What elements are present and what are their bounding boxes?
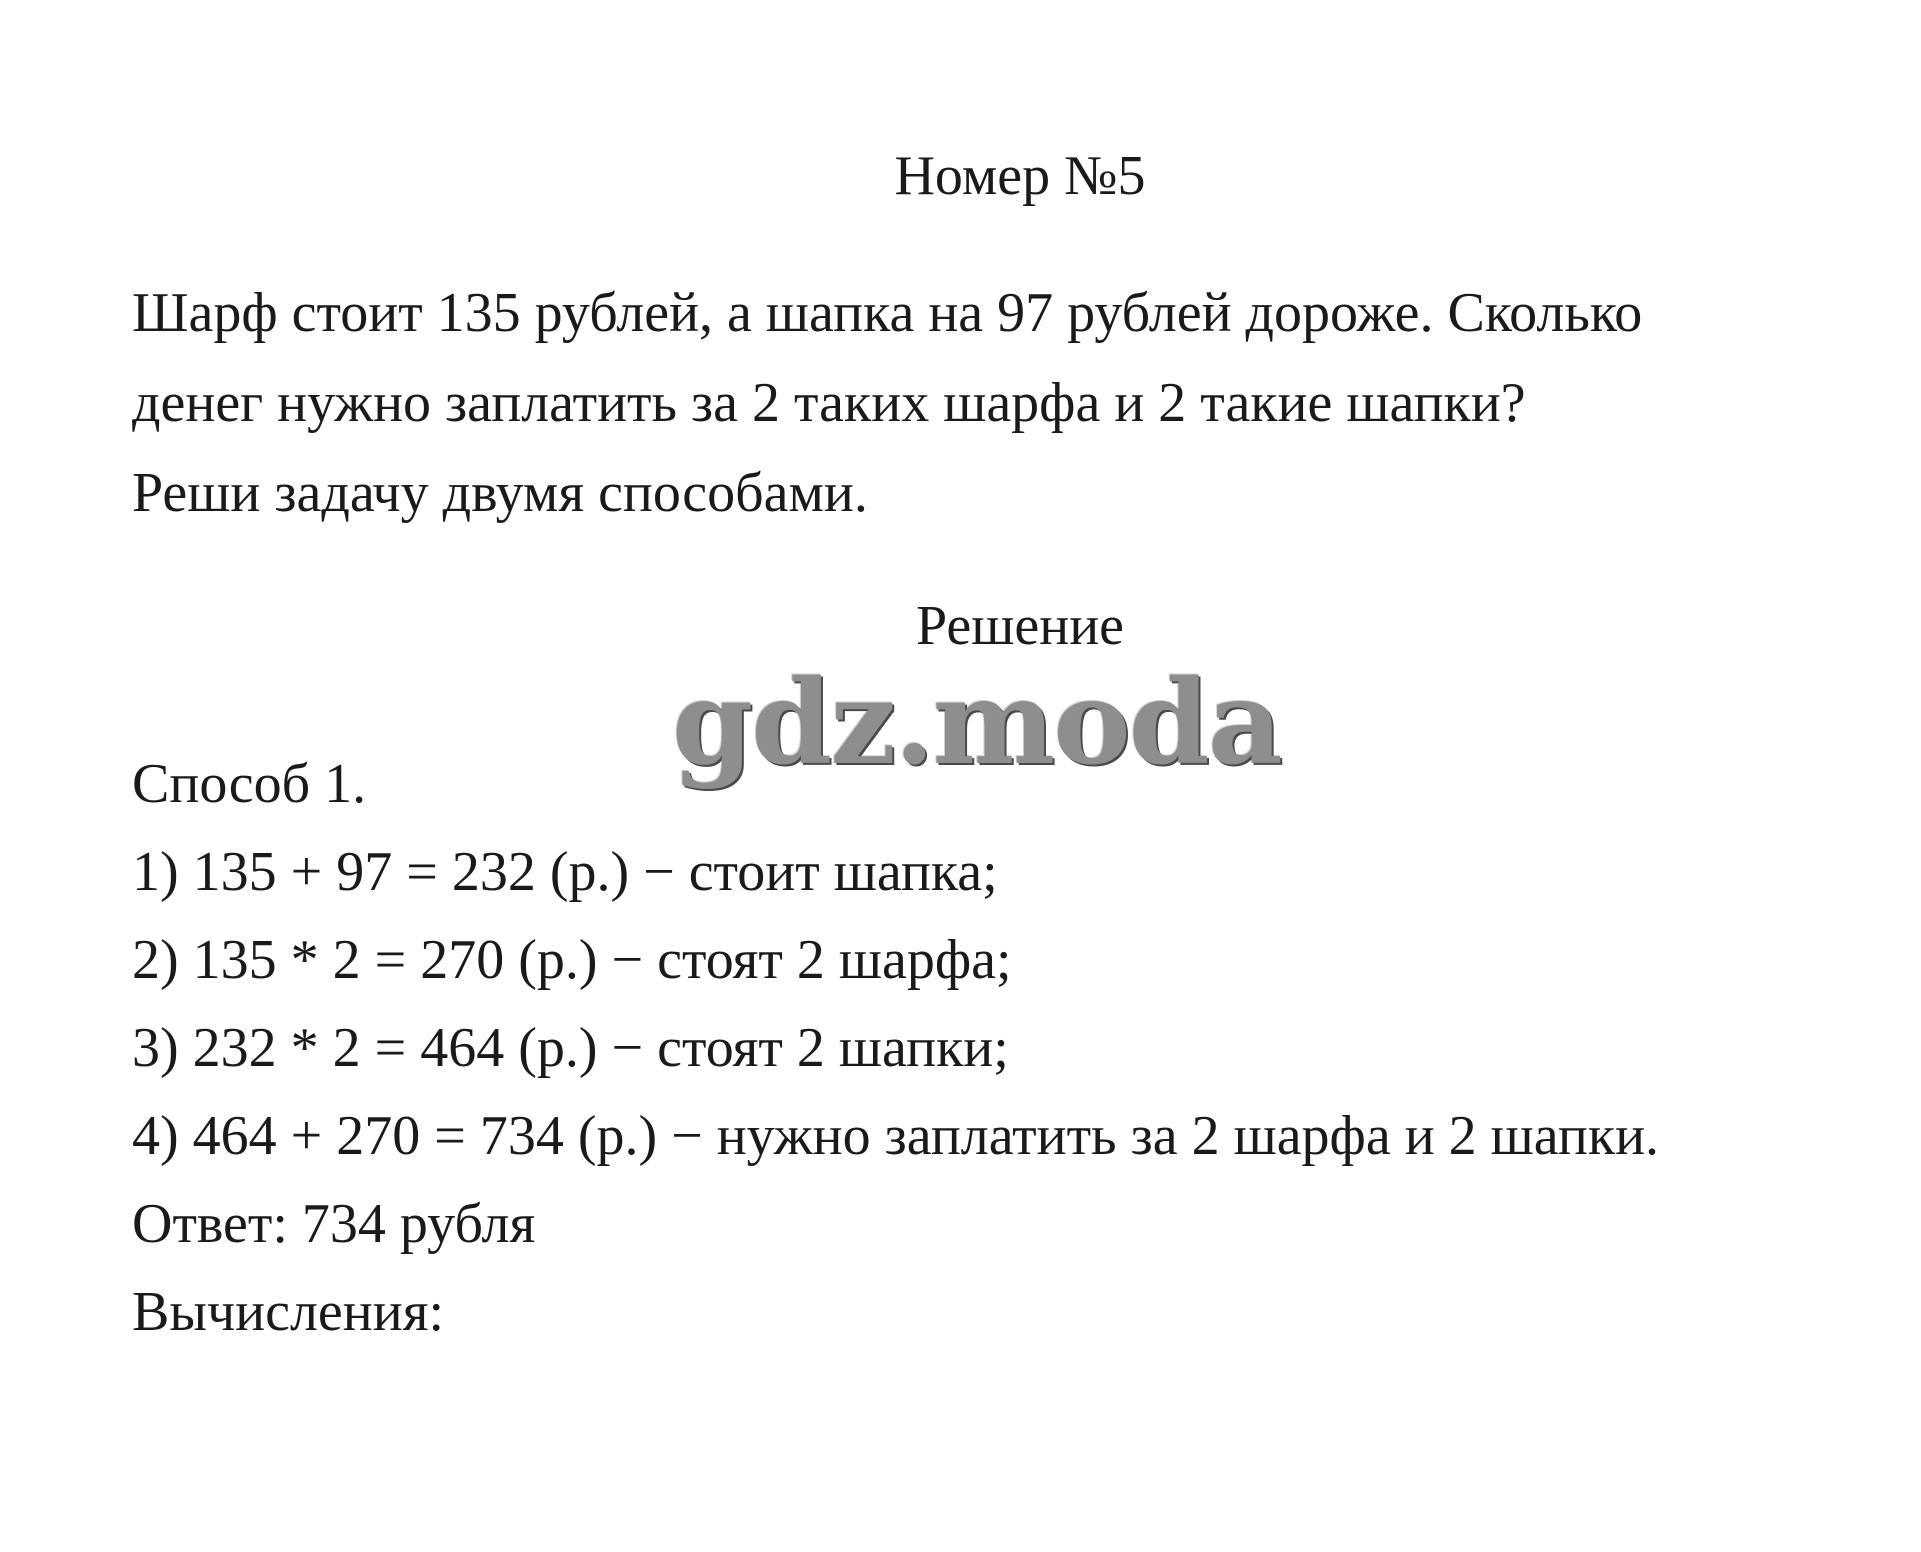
problem-line: денег нужно заплатить за 2 таких шарфа и 2 такие шапки? xyxy=(132,372,1526,434)
problem-line: Шарф стоит 135 рублей, а шапка на 97 рублей дороже. Сколько xyxy=(132,282,1643,344)
answer-line: Ответ: 734 рубля xyxy=(132,1193,536,1255)
problem-statement xyxy=(132,268,1832,538)
problem-title: Номер №5 xyxy=(894,145,1146,207)
solution-step: 4) 464 + 270 = 734 (р.) − нужно заплатить за 2 шарфа и 2 шапки. xyxy=(132,1105,1660,1167)
watermark-logo: gdz.moda xyxy=(672,655,1281,791)
solution-step: 1) 135 + 97 = 232 (р.) − стоит шапка; xyxy=(132,841,998,903)
solution-step: 2) 135 * 2 = 270 (р.) − стоят 2 шарфа; xyxy=(132,929,1012,991)
calculations-label: Вычисления: xyxy=(132,1281,445,1343)
problem-line: Реши задачу двумя способами. xyxy=(132,462,868,524)
solution-step: 3) 232 * 2 = 464 (р.) − стоят 2 шапки; xyxy=(132,1017,1009,1079)
method-label: Способ 1. xyxy=(132,753,367,815)
solution-heading: Решение xyxy=(915,595,1125,657)
solution-body xyxy=(132,740,1892,1356)
